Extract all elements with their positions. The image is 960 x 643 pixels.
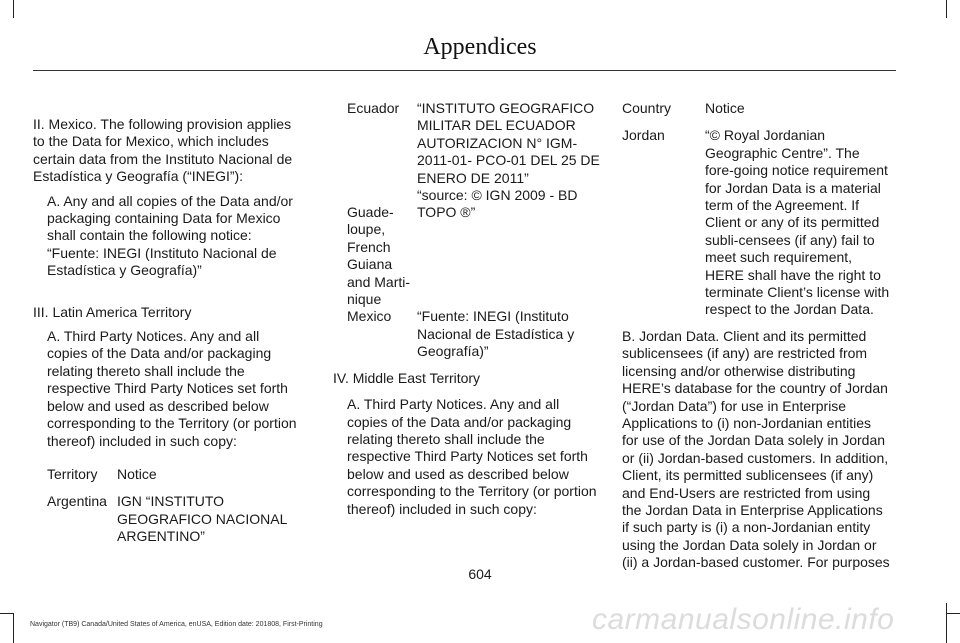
table-row-jordan <box>622 127 890 318</box>
mexico-intro: II. Mexico. The following provision applies to the Data for Mexico, which includes certain data from the Instituto Nacional de Estadística y Geografía (“INEGI”): <box>33 116 293 185</box>
territory-cell: Guade-loupe, French Guiana and Marti-nique <box>347 204 411 308</box>
table-row-ecuador <box>333 100 601 187</box>
column-middle <box>333 100 601 518</box>
crop-mark <box>946 613 960 614</box>
latin-america-heading: III. Latin America Territory <box>33 303 192 320</box>
territory-cell: Argentina <box>47 493 107 510</box>
table-row-argentina <box>33 493 301 545</box>
notice-cell: “Fuente: INEGI (Instituto Nacional de Estadística y Geografía)” <box>417 308 575 360</box>
table-header-row <box>33 466 301 483</box>
crop-mark <box>946 603 947 643</box>
territory-cell: Ecuador <box>347 100 400 116</box>
country-cell: Jordan <box>622 127 665 144</box>
crop-mark <box>0 613 14 614</box>
middle-east-provision-a: A. Third Party Notices. Any and all copies of the Data and/or packaging relating thereto shall include the respective Third Party Notices set forth below and used as described below corresponding to the Territory (or portion thereof) included in such copy: <box>347 396 597 517</box>
header-divider <box>33 70 896 71</box>
table-header-row <box>622 100 890 117</box>
column-left <box>33 100 301 546</box>
page-title: Appendices <box>423 34 537 60</box>
territory-cell: Mexico <box>347 308 392 325</box>
table-header-territory: Territory <box>47 465 98 482</box>
column-right <box>622 100 890 572</box>
table-header-notice: Notice <box>705 100 745 116</box>
notice-cell: “INSTITUTO GEOGRAFICO MILITAR DEL ECUADOR AUTORIZACION N° IGM-2011-01- PCO-01 DEL 25 DE ENERO DE 2011” <box>417 100 600 186</box>
table-header-notice: Notice <box>117 465 157 482</box>
mexico-provision-a: A. Any and all copies of the Data and/or packaging containing Data for Mexico shall contain the following notice: “Fuente: INEGI (Instituto Nacional de Estadística y Geografía)” <box>47 192 293 279</box>
notice-cell: “© Royal Jordanian Geographic Centre”. The fore-going notice requirement for Jordan Data is a material term of the Agreement. If Client or any of its permitted subli-censees (if any) fail to meet such requirement, HERE shall have the right to terminate Client’s license with respect to the Jordan Data. <box>705 127 890 318</box>
page-number: 604 <box>468 566 492 582</box>
crop-mark <box>13 0 14 18</box>
crop-mark <box>946 0 947 18</box>
footer-edition-text: Navigator (TB9) Canada/United States of America, enUSA, Edition date: 201808, First-Printing <box>30 621 323 628</box>
crop-mark <box>13 613 14 643</box>
jordan-data-paragraph: B. Jordan Data. Client and its permitted sublicensees (if any) are restricted from licensing and/or otherwise distributing HERE’s database for the country of Jordan (“Jordan Data”) for use in Enterprise Applications to (i) non-Jordanian entities for use of the Jordan Data solely in Jordan or (ii) Jordan-based customers. In addition, Client, its permitted sublicensees (if any) and End-Users are restricted from using the Jordan Data in Enterprise Applications if such party is (i) a non-Jordanian entity using the Jordan Data solely in Jordan or (ii) a Jordan-based customer. For purposes <box>622 327 890 571</box>
middle-east-heading: IV. Middle East Territory <box>333 369 481 386</box>
table-row-mexico <box>333 308 601 360</box>
table-row-guadeloupe <box>333 187 601 308</box>
table-header-country: Country <box>622 100 672 116</box>
notice-cell: “source: © IGN 2009 - BD TOPO ®” <box>417 187 578 221</box>
watermark: carmanualsonline.info <box>592 603 895 636</box>
notice-cell: IGN “INSTITUTO GEOGRAFICO NACIONAL ARGENTINO” <box>117 493 287 545</box>
latin-america-provision-a: A. Third Party Notices. Any and all copies of the Data and/or packaging relating thereto shall include the respective Third Party Notices set forth below and used as described below corresponding to the Territory (or portion thereof) included in such copy: <box>47 328 297 449</box>
